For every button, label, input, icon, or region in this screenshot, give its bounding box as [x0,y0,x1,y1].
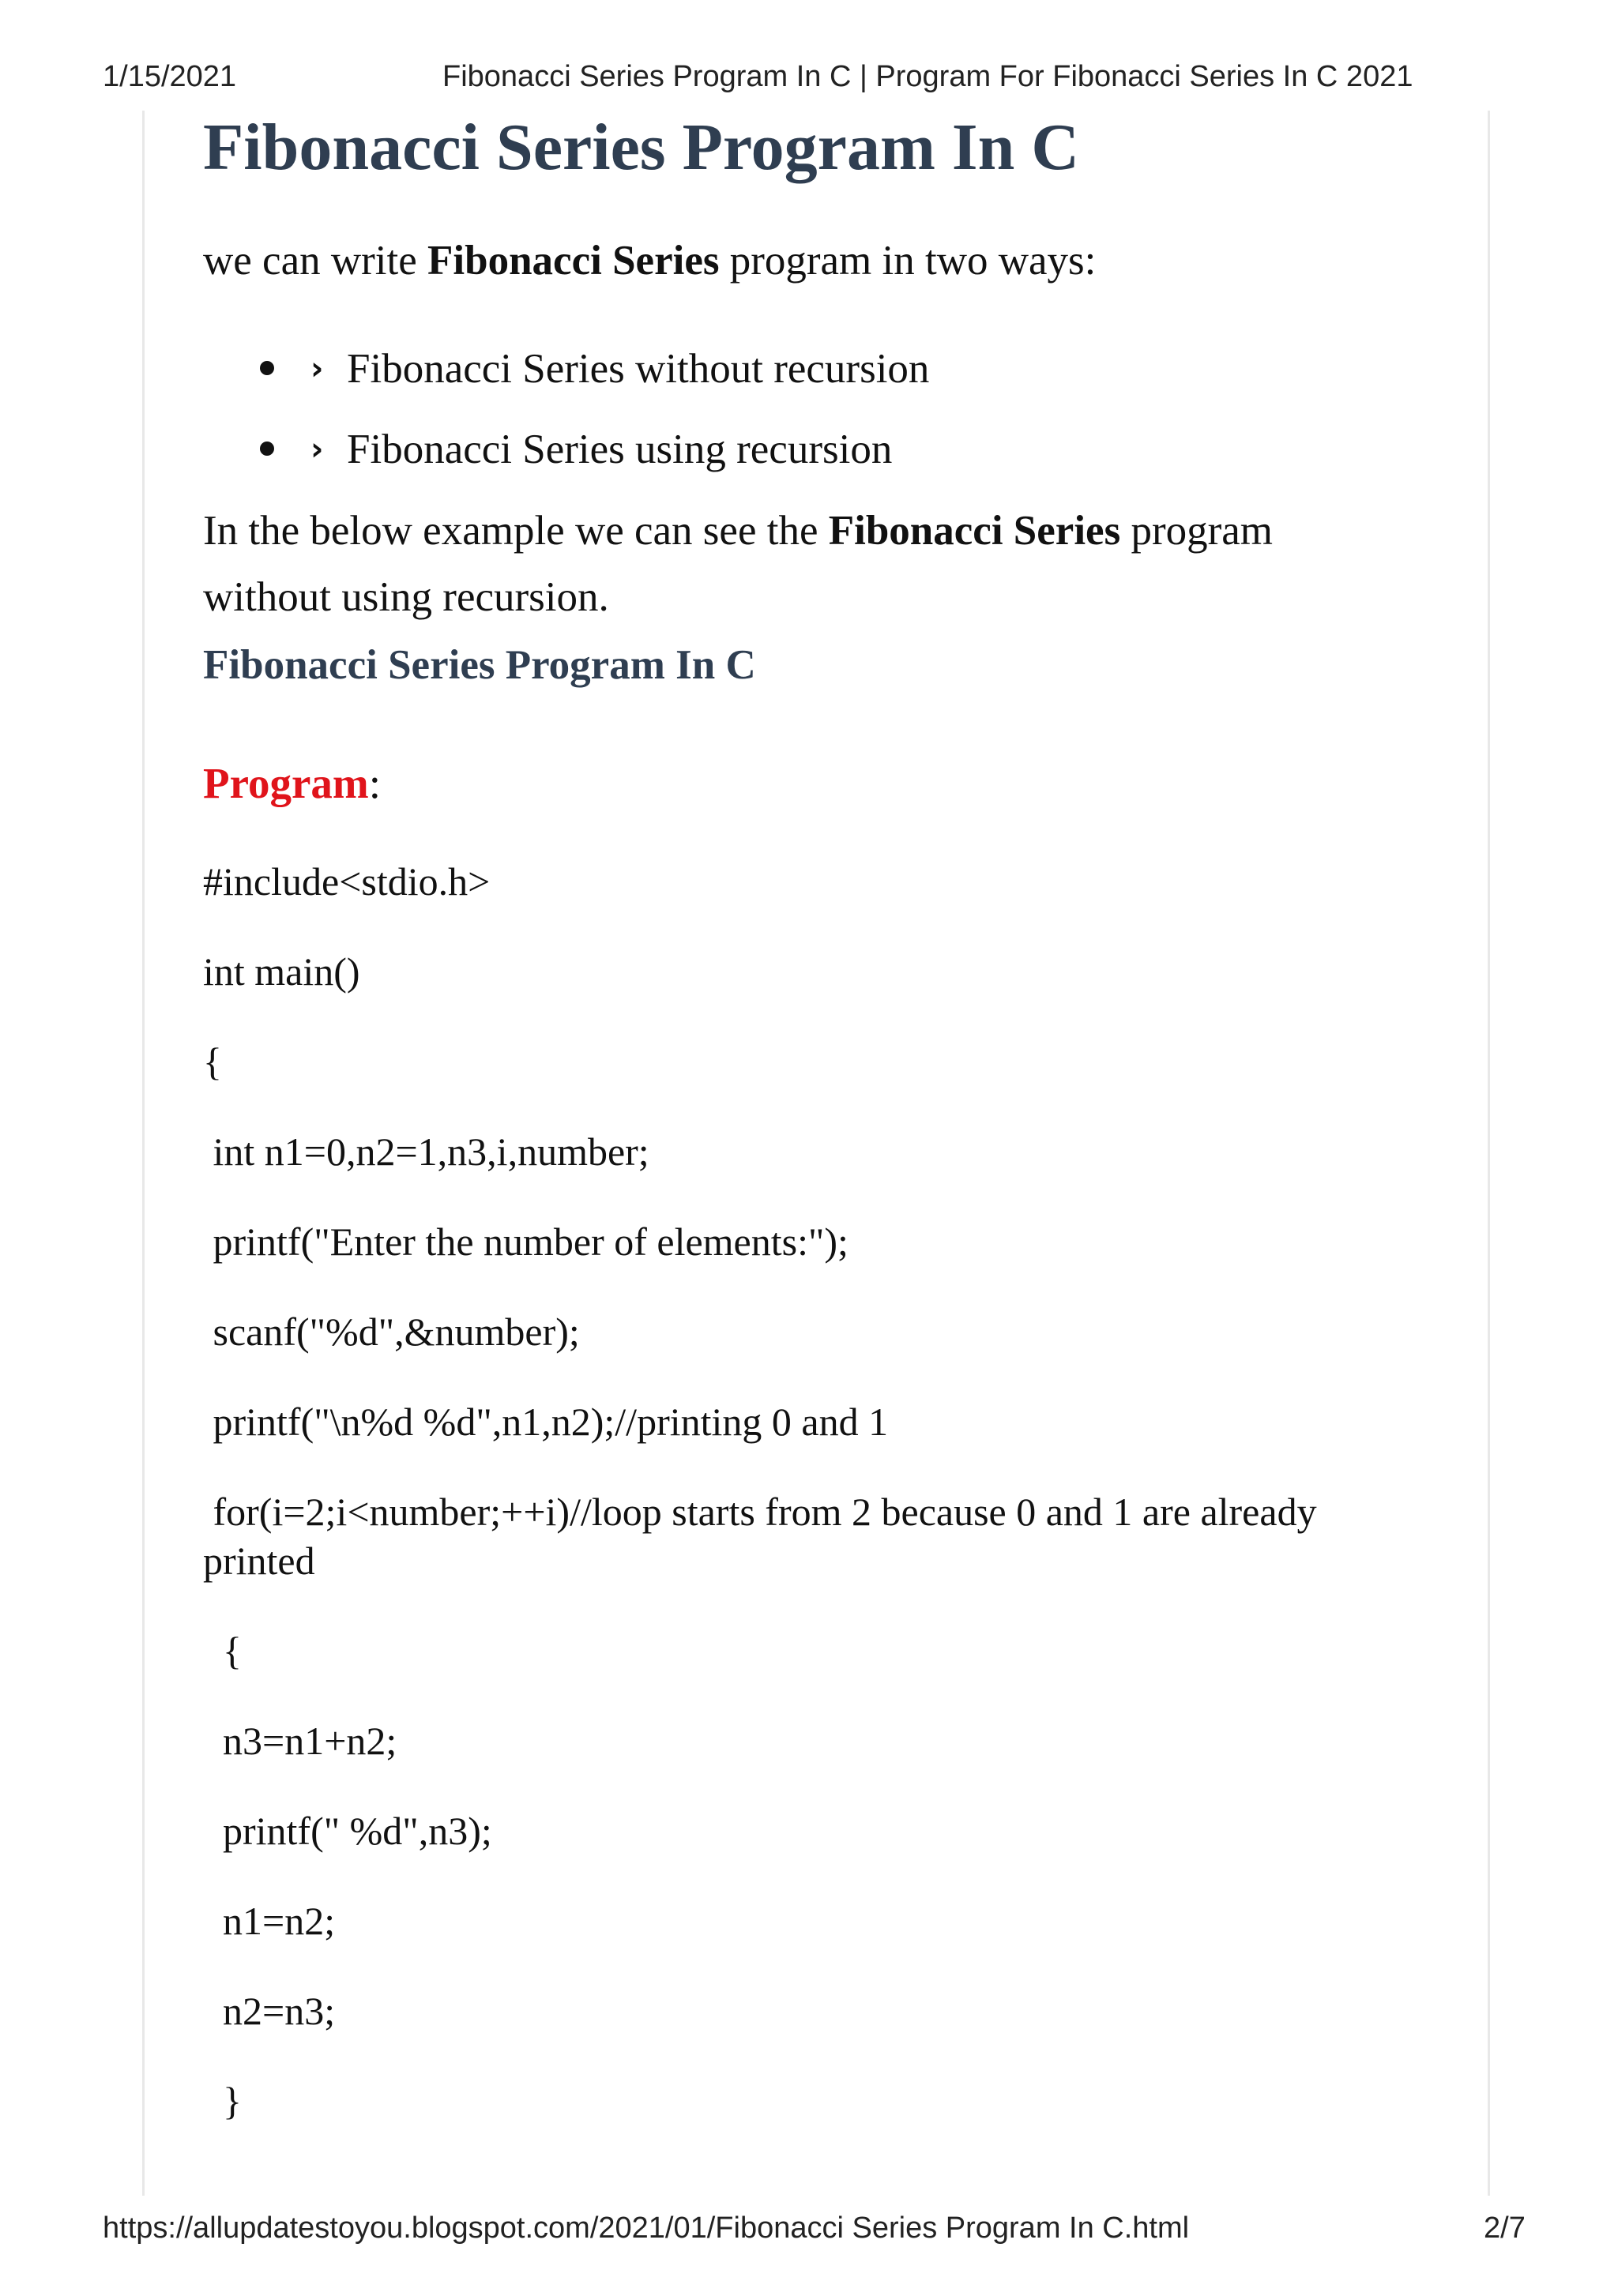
example-paragraph-line2: without using recursion. [203,574,609,620]
code-line: n1=n2; [203,1899,336,1943]
example-bold-term: Fibonacci Series [828,508,1121,554]
example-text-after: program [1120,508,1274,554]
code-line: int n1=0,n2=1,n3,i,number; [203,1129,649,1174]
intro-text-before: we can write [203,238,427,284]
code-line: printf("\n%d %d",n1,n2);//printing 0 and 1 [203,1400,889,1444]
print-header [0,60,1618,98]
chevron-right-icon: › [310,351,324,387]
code-line: scanf("%d",&number); [203,1310,580,1354]
print-url: https://allupdatestoyou.blogspot.com/2021/01/Fibonacci Series Program In C.html [103,2211,1190,2245]
code-line: } [203,2079,242,2123]
program-label-text: Program [203,759,369,807]
print-footer [0,2211,1618,2249]
page-number: 2/7 [1484,2211,1526,2245]
program-label [203,750,381,817]
sub-heading: Fibonacci Series Program In C [203,642,756,688]
intro-text-after: program in two ways: [719,238,1097,284]
code-line: for(i=2;i<number;++i)//loop starts from 2 because 0 and 1 are already [203,1490,1317,1534]
intro-paragraph [203,227,1096,294]
example-paragraph-line1 [203,498,1273,564]
post-title: Fibonacci Series Program In C [203,111,1079,184]
code-line: { [203,1039,222,1084]
list-item-label: Fibonacci Series using recursion [347,427,893,472]
code-line: printf(" %d",n3); [203,1809,492,1853]
bullet-dot-icon [260,442,274,456]
code-line: n3=n1+n2; [203,1719,397,1763]
list-item-label: Fibonacci Series without recursion [347,346,930,392]
bullet-dot-icon [260,361,274,375]
code-line: n2=n3; [203,1989,336,2033]
example-text-before: In the below example we can see the [203,508,829,554]
program-label-colon: : [368,759,382,807]
print-document-title: Fibonacci Series Program In C | Program For Fibonacci Series In C 2021 [442,60,1413,93]
code-line: int main() [203,949,360,994]
code-line: { [203,1629,242,1673]
code-line: printf("Enter the number of elements:"); [203,1219,849,1264]
code-line: printed [203,1539,315,1583]
intro-bold-term: Fibonacci Series [427,238,720,284]
code-line: #include<stdio.h> [203,859,491,904]
print-date: 1/15/2021 [103,60,237,93]
chevron-right-icon: › [310,431,324,468]
